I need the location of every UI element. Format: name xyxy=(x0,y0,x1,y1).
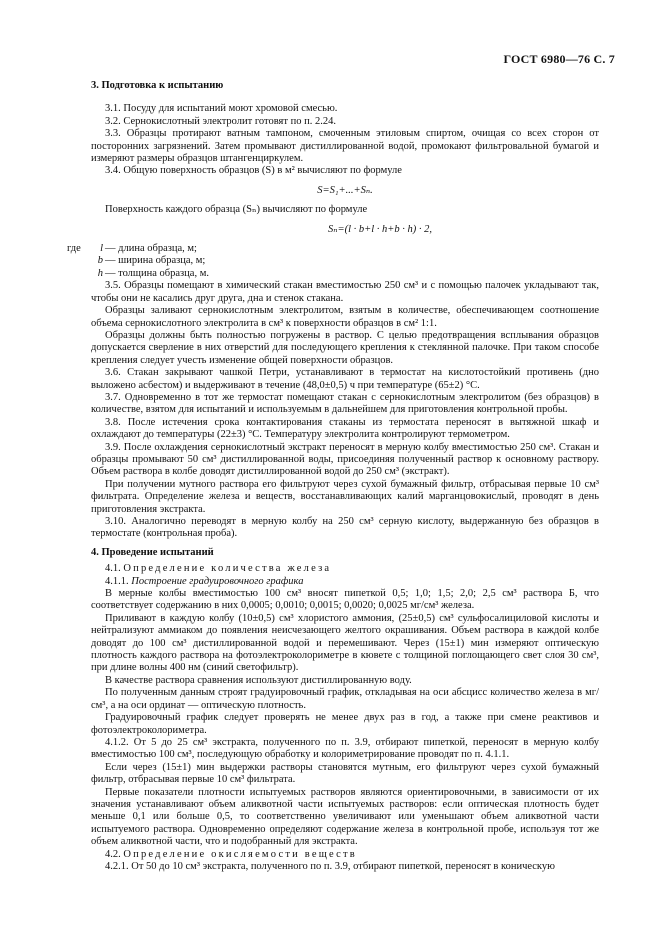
paragraph-3-5: 3.5. Образцы помещают в химический стакан вместимостью 250 см³ и с помощью палочек укладывают так, чтобы они не касались друг друга, дна и стенок стакана. xyxy=(91,280,599,304)
where-word: где xyxy=(67,243,81,255)
paragraph-3-9-b: При получении мутного раствора его фильтруют через сухой бумажный фильтр, отбрасывая первые 10 см³ фильтрата. Определение железа и веществ, восстанавливающих калий марганцовокислый, проводят в день приготовления экстракта. xyxy=(91,478,599,515)
subsection-4-2-heading: 4.2. Определение окисляемости веществ xyxy=(105,848,357,860)
legend-var: l xyxy=(100,243,103,255)
paragraph-3-5-c: Образцы должны быть полностью погружены в раствор. С целью предотвращения всплывания образцов допускается сверление в них отверстий для последующего крепления к стеклянной палочке. При таком способе крепления следует учесть изменение общей поверхности образцов. xyxy=(91,329,599,366)
paragraph-3-6: 3.6. Стакан закрывают чашкой Петри, устанавливают в термостат на кислотостойкий противень (дно выложено асбестом) и выдерживают в течение (48,0±0,5) ч при температуре (65±2) °С. xyxy=(91,367,599,391)
paragraph-4-1-2: 4.1.2. От 5 до 25 см³ экстракта, полученного по п. 3.9, отбирают пипеткой, переносят в мерную колбу вместимостью 100 см³, последующую обработку и колориметрирование проводят по п. 4.1.1. xyxy=(91,736,599,761)
formula-total-surface: S=S₁+...+Sₙ. xyxy=(317,184,373,196)
subsection-4-1-heading: 4.1. Определение количества железа xyxy=(105,563,332,575)
paragraph-4-1-1-c: В качестве раствора сравнения используют дистиллированную воду. xyxy=(105,674,412,686)
paragraph-3-1: 3.1. Посуду для испытаний моют хромовой смесью. xyxy=(105,103,338,115)
legend-text: — длина образца, м; xyxy=(105,243,197,255)
paragraph-3-2: 3.2. Сернокислотный электролит готовят по п. 2.24. xyxy=(105,115,336,127)
paragraph-4-1-2-b: Если через (15±1) мин выдержки растворы становятся мутным, его фильтруют через сухой бумажный фильтр, отбрасывая первые 10 см³ фильтрата. xyxy=(91,761,599,786)
legend-var: h xyxy=(97,267,103,279)
paragraph-3-4: 3.4. Общую поверхность образцов (S) в м² вычисляют по формуле xyxy=(105,165,402,177)
paragraph-4-1-1-a: В мерные колбы вместимостью 100 см³ вносят пипеткой 0,5; 1,0; 1,5; 2,0; 2,5 см³ раствора Б, что соответствует содержанию в них 0,0005; 0,0010; 0,0015; 0,0020; 0,0025 мг/см³ железа. xyxy=(91,588,599,612)
paragraph-3-5-b: Образцы заливают сернокислотным электролитом, взятым в количестве, обеспечивающем соотношение объема сернокислотного электролита в см³ к поверхности образцов в см² 1:1. xyxy=(91,305,599,329)
paragraph-3-3: 3.3. Образцы протирают ватным тампоном, смоченным этиловым спиртом, очищая со всех сторон от посторонних загрязнений. Затем промывают дистиллированной водой, промокают фильтровальной бумагой и измеряют размеры образцов штангенциркулем. xyxy=(91,128,599,165)
paragraph-4-1-2-c: Первые показатели плотности испытуемых растворов являются ориентировочными, в зависимости от их значения устанавливают объем аликвотной части испытуемых растворов: если оптическая плотность будет меньше 0,1 или больше 0,5, то соответственно увеличивают или уменьшают объем аликвотной части испытуемого раствора. Одновременно определяют содержание железа в контрольной пробе, используя тот же объем аликвотной части, что и подобранный для экстракта. xyxy=(91,786,599,848)
formula-sample-surface: Sₙ=(l · b+l · h+b · h) · 2, xyxy=(328,223,432,235)
paragraph-4-1-1-b: Приливают в каждую колбу (10±0,5) см³ хлористого аммония, (25±0,5) см³ сульфосалициловой кислоты и нейтрализуют аммиаком до появления неисчезающего желтого окрашивания. Объем раствора в каждой колбе доводят до 100 см³ дистиллированной водой и перемешивают. Через (15±1) мин измеряют оптическую плотность каждого раствора на фотоэлектроколориметре в кювете с толщиной поглощающего свет слоя 30 см³, при длине волны 400 нм (синий светофильтр). xyxy=(91,612,599,674)
variable-legend xyxy=(67,243,599,280)
paragraph-4-1-1-d: По полученным данным строят градуировочный график, откладывая на оси абсцисс количество железа в мг/см³, а на оси ординат — оптическую плотность. xyxy=(91,687,599,711)
section-3-heading: 3. Подготовка к испытанию xyxy=(91,80,224,91)
section-4-heading: 4. Проведение испытаний xyxy=(91,546,214,558)
paragraph-3-10: 3.10. Аналогично переводят в мерную колбу на 250 см³ серную кислоту, выдержанную без образцов в термостате (контрольная проба). xyxy=(91,516,599,540)
paragraph-3-7: 3.7. Одновременно в тот же термостат помещают стакан с сернокислотным электролитом (без образцов) в количестве, взятом для испытаний и используемым в дальнейшем для приготовления контрольной пробы. xyxy=(91,391,599,416)
legend-text: — толщина образца, м. xyxy=(105,267,209,279)
legend-text: — ширина образца, м; xyxy=(105,255,206,267)
subsection-4-1-1-heading: 4.1.1. Построение градуировочного графика xyxy=(105,575,304,587)
paragraph-3-8: 3.8. После истечения срока контактирования стаканы из термостата переносят в вытяжной шкаф и охлаждают до температуры (22±3) °С. Температуру электролита контролируют термометром. xyxy=(91,416,599,441)
paragraph-4-1-1-e: Градуировочный график следует проверять не менее двух раз в год, а также при смене реактивов и фотоэлектроколориметра. xyxy=(91,712,599,736)
legend-var: b xyxy=(97,255,103,267)
page-header: ГОСТ 6980—76 С. 7 xyxy=(503,52,615,66)
document-body xyxy=(67,80,599,873)
paragraph-4-2-1: 4.2.1. От 50 до 10 см³ экстракта, полученного по п. 3.9, отбирают пипеткой, переносят в коническую xyxy=(105,860,555,872)
paragraph-3-4-b: Поверхность каждого образца (Sₙ) вычисляют по формуле xyxy=(105,204,368,216)
paragraph-3-9: 3.9. После охлаждения сернокислотный экстракт переносят в мерную колбу вместимостью 250 см³. Стакан и образцы промывают 50 см³ дистиллированной воды, присоединяя полученный раствор к основному раствору. Объем раствора в колбе доводят дистиллированной водой до 250 см³ (экстракт). xyxy=(91,441,599,478)
